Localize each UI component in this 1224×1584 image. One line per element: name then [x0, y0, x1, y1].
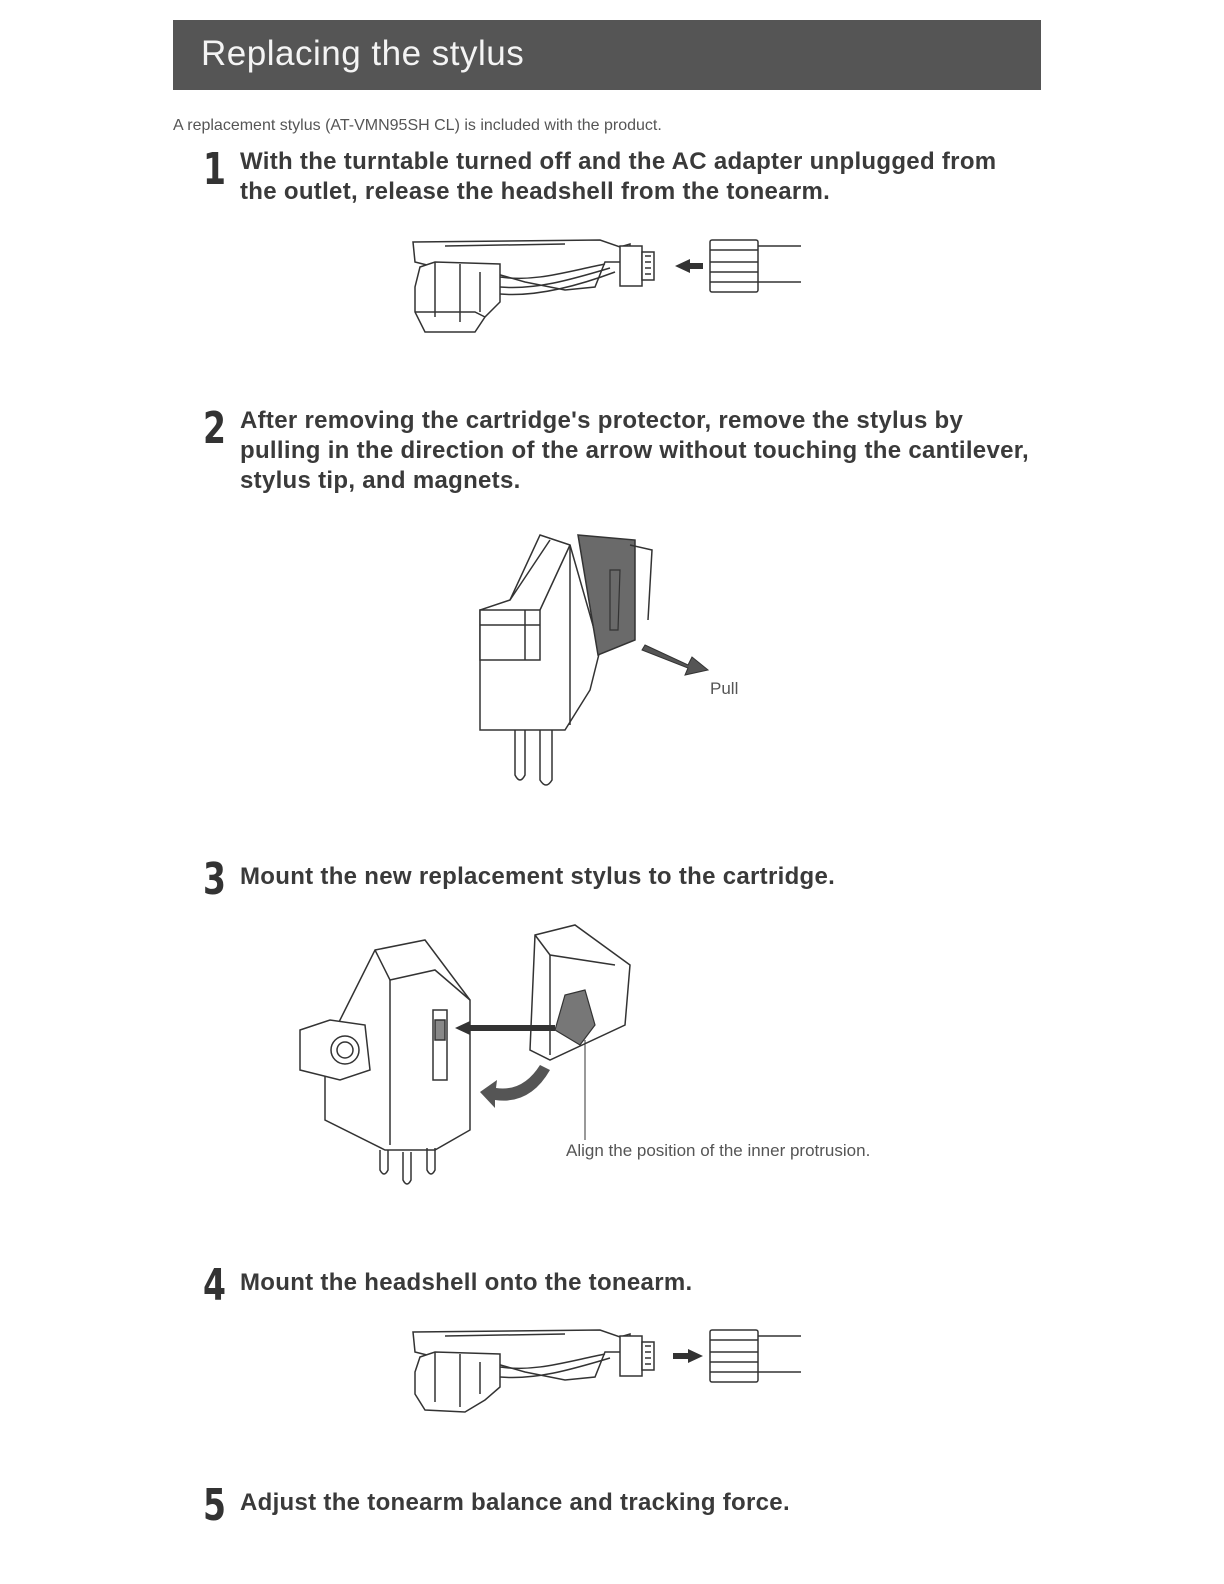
intro-text: A replacement stylus (AT-VMN95SH CL) is included with the product.	[173, 117, 662, 134]
step-5-text: Adjust the tonearm balance and tracking force.	[240, 1489, 790, 1516]
section-header	[173, 20, 1041, 90]
step-1-text: With the turntable turned off and the AC adapter unplugged from the outlet, release the headshell from the tonearm.	[240, 148, 997, 205]
stylus-removal-figure	[470, 530, 720, 790]
pull-caption: Pull	[710, 679, 739, 698]
step-2-number: 2	[203, 403, 226, 454]
step-1-number: 1	[203, 144, 226, 195]
headshell-mount-figure	[405, 1322, 805, 1417]
page-title: Replacing the stylus	[201, 34, 525, 73]
step-5-number: 5	[203, 1480, 226, 1531]
headshell-release-figure	[405, 232, 805, 337]
step-3-number: 3	[203, 854, 226, 905]
align-caption: Align the position of the inner protrusion.	[566, 1141, 871, 1160]
step-2-text: After removing the cartridge's protector, remove the stylus by pulling in the direction of the arrow without touching the cantilever, stylus tip, and magnets.	[240, 407, 1030, 494]
step-3-text: Mount the new replacement stylus to the cartridge.	[240, 863, 836, 890]
step-4-number: 4	[203, 1260, 226, 1311]
step-4-text: Mount the headshell onto the tonearm.	[240, 1269, 693, 1296]
